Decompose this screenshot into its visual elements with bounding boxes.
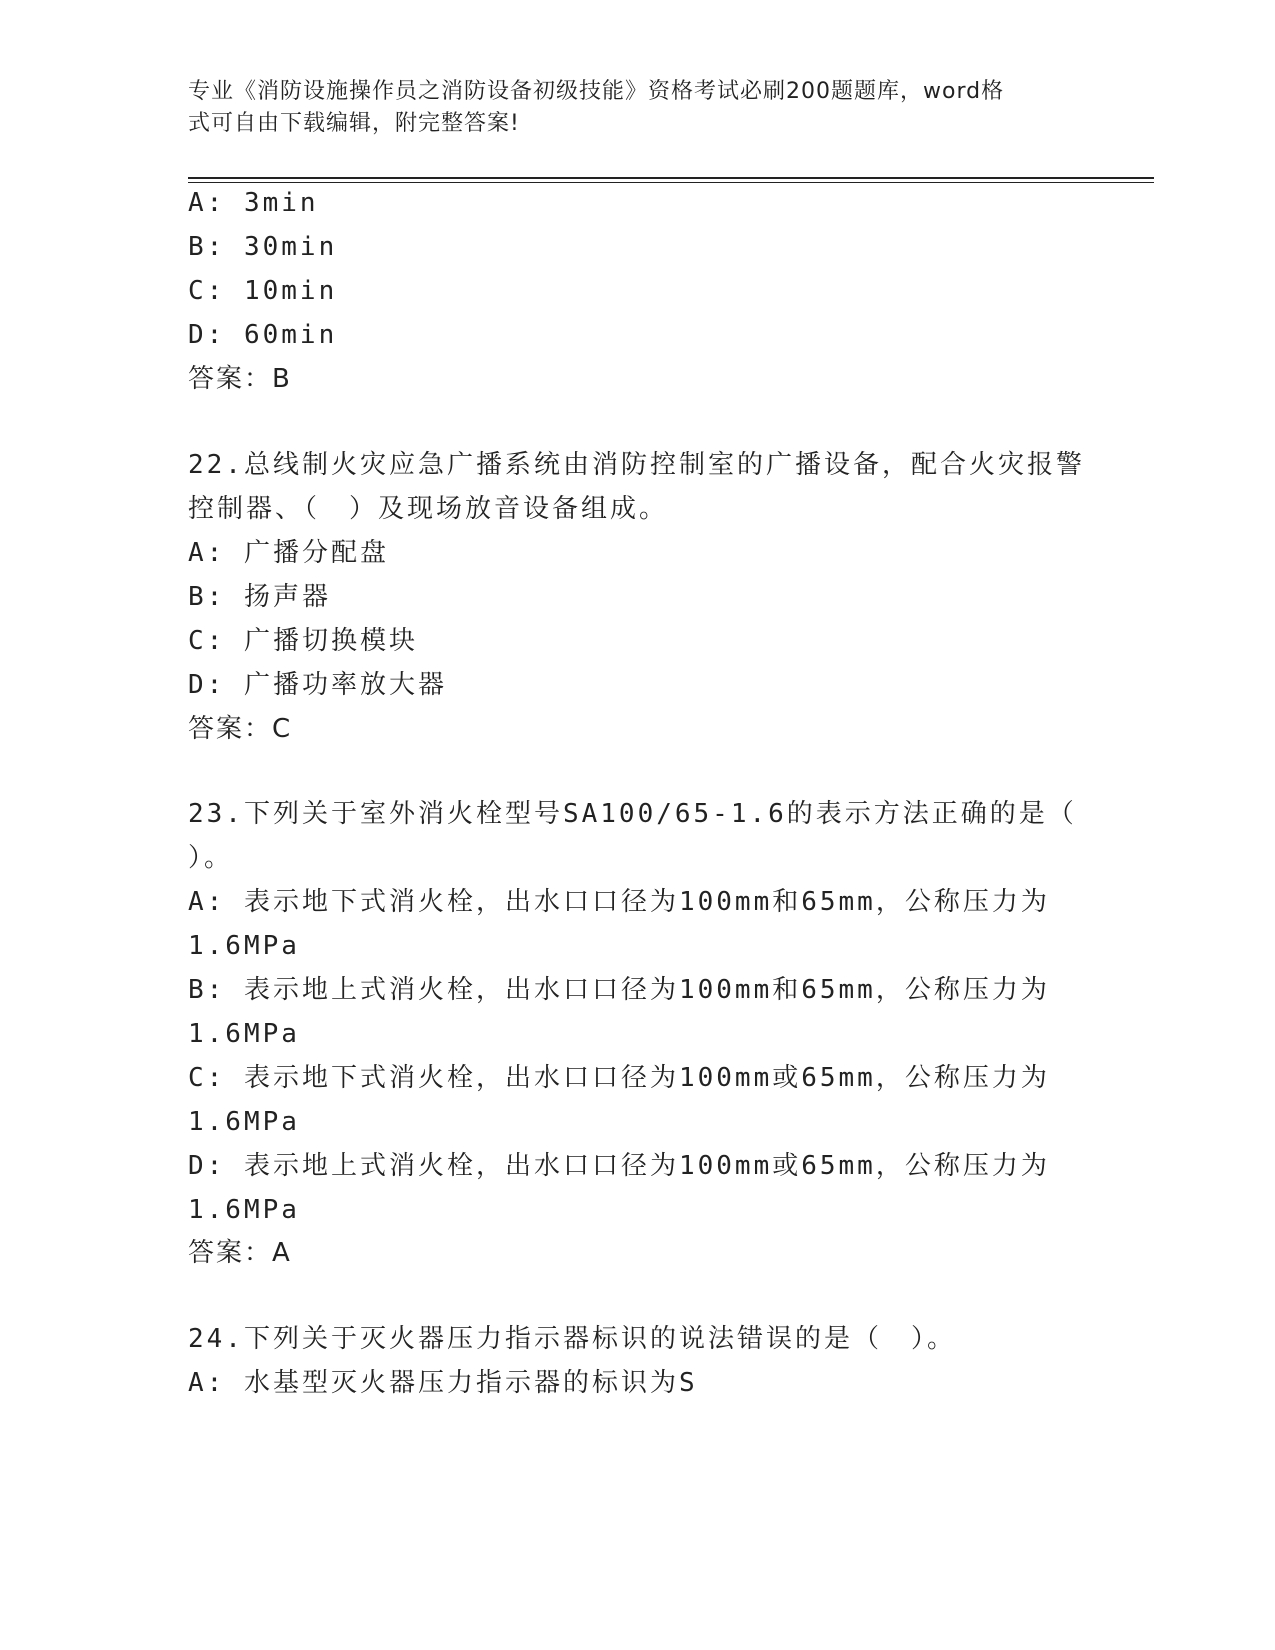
q22-option-c: C: 广播切换模块: [188, 626, 418, 656]
q21-option-d: D: 60min: [188, 320, 338, 350]
header-line-1: 专业《消防设施操作员之消防设备初级技能》资格考试必刷200题题库，word格: [188, 79, 1005, 104]
q23-option-c-line-2: 1.6MPa: [188, 1107, 300, 1137]
q22-option-b: B: 扬声器: [188, 582, 331, 612]
q21-answer: 答案：B: [188, 364, 292, 394]
q24-stem-line-1: 24.下列关于灭火器压力指示器标识的说法错误的是（ ）。: [188, 1324, 956, 1354]
q22-option-d: D: 广播功率放大器: [188, 670, 447, 700]
q23-stem-line-2: ）。: [188, 843, 234, 873]
q23-option-d-line-1: D: 表示地上式消火栓，出水口口径为100mm或65mm，公称压力为: [188, 1151, 1050, 1181]
q21-option-a: A: 3min: [188, 188, 319, 218]
header-line-2: 式可自由下载编辑，附完整答案!: [188, 111, 520, 136]
q23-option-a-line-1: A: 表示地下式消火栓，出水口口径为100mm和65mm，公称压力为: [188, 887, 1050, 917]
q22-answer: 答案：C: [188, 714, 293, 744]
q22-stem-line-2: 控制器、（ ）及现场放音设备组成。: [188, 494, 669, 524]
header-divider: [188, 177, 1154, 179]
q23-stem-line-1: 23.下列关于室外消火栓型号SA100/65-1.6的表示方法正确的是（: [188, 799, 1077, 829]
q24-option-a: A: 水基型灭火器压力指示器的标识为S: [188, 1368, 698, 1398]
q23-answer: 答案：A: [188, 1238, 292, 1268]
document-header: [188, 76, 1068, 140]
q23-option-c-line-1: C: 表示地下式消火栓，出水口口径为100mm或65mm，公称压力为: [188, 1063, 1050, 1093]
q22-option-a: A: 广播分配盘: [188, 538, 389, 568]
q22-stem-line-1: 22.总线制火灾应急广播系统由消防控制室的广播设备，配合火灾报警: [188, 450, 1085, 480]
header-divider-thin: [188, 182, 1154, 183]
q23-option-d-line-2: 1.6MPa: [188, 1195, 300, 1225]
q21-option-c: C: 10min: [188, 276, 338, 306]
q23-option-b-line-1: B: 表示地上式消火栓，出水口口径为100mm和65mm，公称压力为: [188, 975, 1050, 1005]
q23-option-a-line-2: 1.6MPa: [188, 931, 300, 961]
q23-option-b-line-2: 1.6MPa: [188, 1019, 300, 1049]
q21-option-b: B: 30min: [188, 232, 338, 262]
